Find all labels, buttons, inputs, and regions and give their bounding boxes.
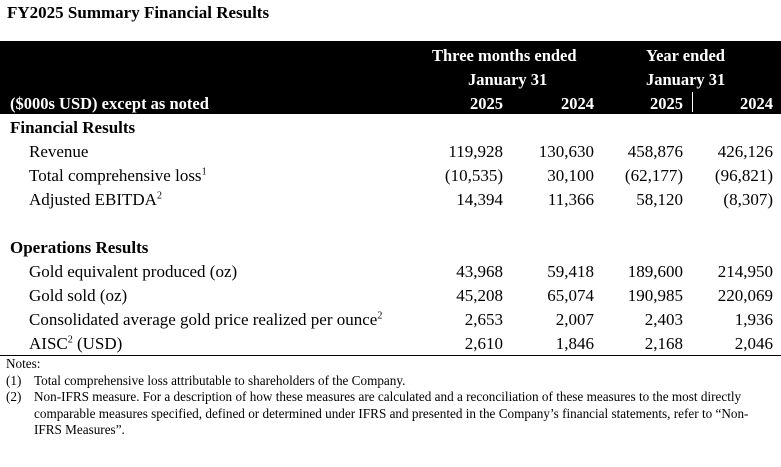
cell-value: 1,936 <box>734 310 773 329</box>
cell-value: (96,821) <box>714 166 773 185</box>
cell-value: 1,846 <box>555 334 594 353</box>
notes-heading: Notes: <box>6 356 41 371</box>
row-label: Gold equivalent produced (oz) <box>29 262 238 281</box>
row-label: Gold sold (oz) <box>29 286 128 305</box>
cell-value: 14,394 <box>456 190 503 209</box>
cell-value: 2,046 <box>734 334 773 353</box>
row-label: Total comprehensive loss$^1$ <box>29 166 207 185</box>
cell-value: 2,610 <box>464 334 503 353</box>
notes <box>6 356 776 439</box>
cell-value: 2,653 <box>464 310 503 329</box>
col-header-y-2025: 2025 <box>650 94 683 113</box>
cell-value: 59,418 <box>547 262 594 281</box>
table-row <box>0 262 781 284</box>
section-heading: Financial Results <box>10 118 136 137</box>
cell-value: 2,403 <box>644 310 683 329</box>
table-row <box>0 310 781 332</box>
cell-value: 190,985 <box>627 286 683 305</box>
row-label: Revenue <box>29 142 89 161</box>
note-item <box>6 389 776 439</box>
cell-value: (10,535) <box>444 166 503 185</box>
header-group-year: Year ended <box>646 46 725 65</box>
cell-value: 2,007 <box>555 310 594 329</box>
cell-value: 189,600 <box>627 262 683 281</box>
cell-value: (62,177) <box>624 166 683 185</box>
header-group-three-months-date: January 31 <box>468 70 548 89</box>
section-heading-operations <box>0 238 781 260</box>
col-header-y-2024: 2024 <box>740 94 773 113</box>
cell-value: 130,630 <box>538 142 594 161</box>
col-header-q-2024: 2024 <box>561 94 594 113</box>
cell-value: 43,968 <box>456 262 503 281</box>
note-text: Total comprehensive loss attributable to shareholders of the Company. <box>34 372 406 388</box>
cell-value: 65,074 <box>547 286 594 305</box>
page-title: FY2025 Summary Financial Results <box>7 3 270 22</box>
table-row <box>0 142 781 164</box>
cell-value: 58,120 <box>636 190 683 209</box>
cell-value: 45,208 <box>456 286 503 305</box>
table-row <box>0 166 781 188</box>
note-text: Non-IFRS measure. For a description of how these measures are calculated and a reconciliation of these measures to the most directly comparable measures specified, defined or determined under IFRS and presented in the Company’s financial statements, refer to “Non-IFRS Measures”. <box>34 389 749 437</box>
table-header <box>0 41 781 114</box>
row-label: AISC$^2$ (USD) <box>29 334 123 353</box>
row-label: Consolidated average gold price realized per ounce$^2$ <box>29 310 383 329</box>
row-label: Adjusted EBITDA$^2$ <box>29 190 162 209</box>
cell-value: 119,928 <box>448 142 503 161</box>
footnote-ref: 2 <box>67 334 73 346</box>
header-group-three-months: Three months ended <box>432 46 577 65</box>
cell-value: 11,366 <box>547 190 594 209</box>
note-number: (1) <box>6 372 22 388</box>
table-row <box>0 334 781 356</box>
cell-value: 214,950 <box>717 262 773 281</box>
footnote-ref: 1 <box>201 166 207 178</box>
cell-value: 30,100 <box>547 166 594 185</box>
units-label: ($000s USD) except as noted <box>10 94 209 113</box>
footnote-ref: 2 <box>377 310 383 322</box>
cell-value: (8,307) <box>723 190 773 209</box>
note-item <box>6 373 776 390</box>
header-divider <box>692 92 693 112</box>
header-group-year-date: January 31 <box>646 70 726 89</box>
cell-value: 220,069 <box>717 286 773 305</box>
table-row <box>0 190 781 212</box>
section-heading-financial <box>0 118 781 140</box>
table-row <box>0 286 781 308</box>
footnote-ref: 2 <box>156 190 162 202</box>
cell-value: 458,876 <box>627 142 683 161</box>
note-number: (2) <box>6 389 22 404</box>
section-heading: Operations Results <box>10 238 149 257</box>
col-header-q-2025: 2025 <box>470 94 503 113</box>
cell-value: 2,168 <box>644 334 683 353</box>
cell-value: 426,126 <box>717 142 773 161</box>
